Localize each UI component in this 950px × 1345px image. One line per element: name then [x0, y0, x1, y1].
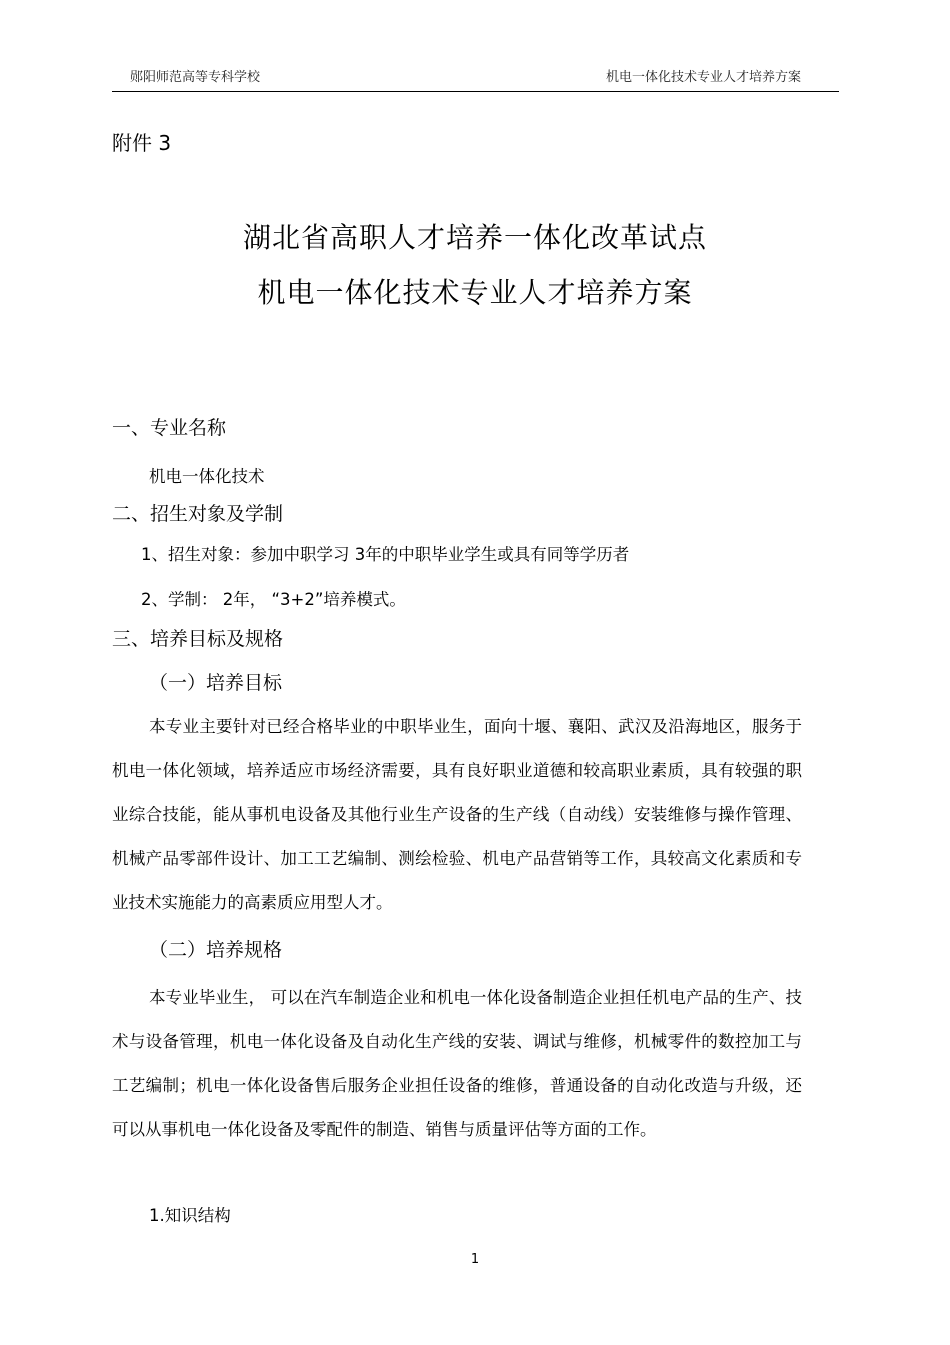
header-document-title: 机电一体化技术专业人才培养方案: [606, 70, 802, 85]
subsection-heading-training-goal: （一）培养目标: [149, 672, 283, 694]
study-length-item: 2、学制： 2年， “3+2”培养模式。: [141, 590, 406, 609]
section-heading-goals: 三、培养目标及规格: [112, 628, 284, 650]
page-number: 1: [470, 1252, 480, 1267]
section-heading-enrollment: 二、招生对象及学制: [112, 503, 284, 525]
knowledge-structure-item: 1.知识结构: [149, 1206, 231, 1225]
subsection-heading-training-spec: （二）培养规格: [149, 939, 283, 961]
section-heading-major-name: 一、专业名称: [112, 417, 227, 439]
document-title-line-2: 机电一体化技术专业人才培养方案: [257, 276, 693, 309]
training-goal-paragraph: 本专业主要针对已经合格毕业的中职毕业生，面向十堰、襄阳、武汉及沿海地区，服务于机电一体化领域，培养适应市场经济需要，具有良好职业道德和较高职业素质，具有较强的职业综合技能，能从事机电设备及其他行业生产设备的生产线（自动线）安装维修与操作管理、机械产品零部件设计、加工工艺编制、测绘检验、机电产品营销等工作，具较高文化素质和专业技术实施能力的高素质应用型人才。: [112, 717, 802, 912]
header-divider: [112, 91, 839, 92]
header-school-name: 郧阳师范高等专科学校: [130, 70, 261, 85]
attachment-label: 附件 3: [112, 131, 172, 155]
major-name-value: 机电一体化技术: [149, 467, 265, 486]
training-spec-paragraph: 本专业毕业生， 可以在汽车制造企业和机电一体化设备制造企业担任机电产品的生产、技术与设备管理，机电一体化设备及自动化生产线的安装、调试与维修，机械零件的数控加工与工艺编制；机电一体化设备售后服务企业担任设备的维修，普通设备的自动化改造与升级，还可以从事机电一体化设备及零配件的制造、销售与质量评估等方面的工作。: [112, 988, 802, 1139]
enrollment-target-item: 1、招生对象：参加中职学习 3年的中职毕业学生或具有同等学历者: [141, 545, 630, 564]
document-title-line-1: 湖北省高职人才培养一体化改革试点: [242, 221, 707, 254]
